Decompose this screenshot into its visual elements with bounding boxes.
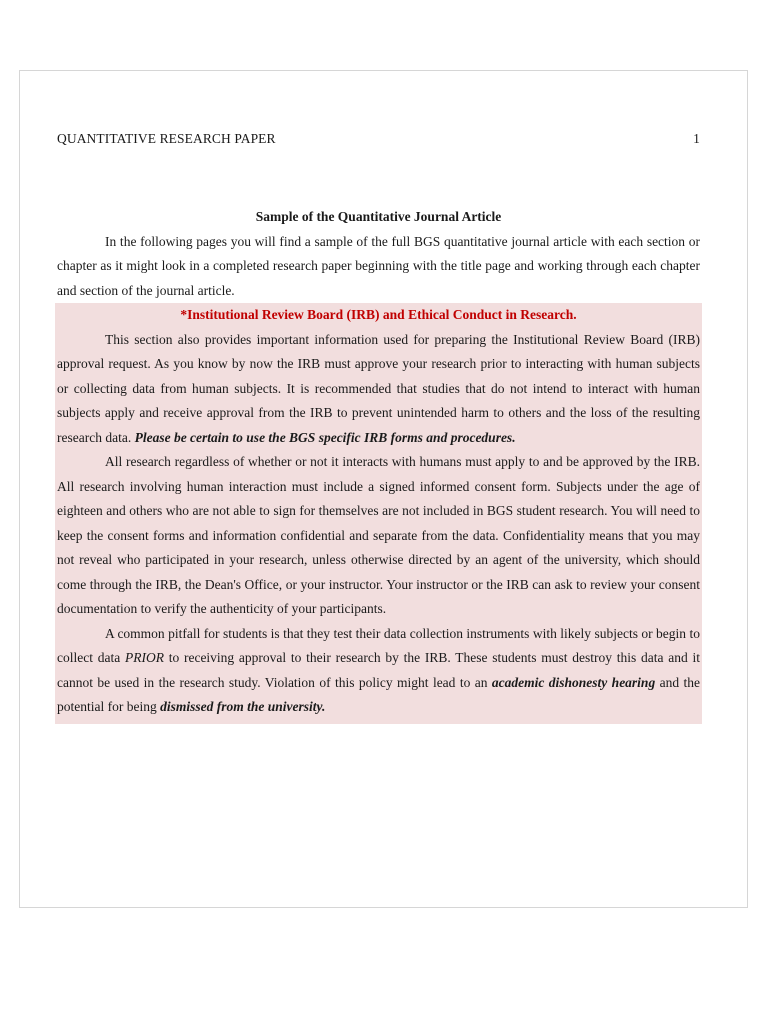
irb-paragraph-2: All research regardless of whether or not it interacts with humans must apply to and be approved by the IRB. All research involving human interaction must include a signed informed consent form. Subjects under the age of eighteen and others who are not able to sign for themselves are not included in BGS student research. You will need to keep the consent forms and information confidential and separate from the data. Confidentiality means that you may not reveal who participated in your research, unless otherwise directed by an agent of the university, which should come through the IRB, the Dean's Office, or your instructor. Your instructor or the IRB can ask to review your consent documentation to verify the authenticity of your participants. [57,454,700,616]
dismissed-emphasis: dismissed from the university. [160,699,326,714]
page-number: 1 [693,131,700,146]
irb-highlight-section [55,303,702,724]
irb-paragraph-3-part-1: A common pitfall for students is that they test their data collection instruments with likely subjects or begin to collect data [57,625,700,665]
prior-emphasis: PRIOR [124,650,164,665]
irb-forms-emphasis: Please be certain to use the BGS specific IRB forms and procedures. [134,429,516,445]
intro-paragraph: In the following pages you will find a sample of the full BGS quantitative journal article with each section or chapter as it might look in a completed research paper beginning with the title page and working through each chapter and section of the journal article. [57,233,700,298]
irb-paragraph-3 [57,622,700,720]
document-title: Sample of the Quantitative Journal Article [255,209,502,224]
irb-paragraph-3-part-3: and the potential for being [57,674,700,714]
irb-heading: *Institutional Review Board (IRB) and Ethical Conduct in Research. [180,307,577,322]
document-page [19,70,748,908]
irb-paragraph-1 [57,328,700,451]
irb-paragraph-3-part-2: to receiving approval to their research by the IRB. These students must destroy this data and it cannot be used in the research study. Violation of this policy might lead to an [57,650,700,690]
document-body [57,205,700,724]
running-head-title: QUANTITATIVE RESEARCH PAPER [57,131,276,146]
irb-paragraph-1-text: This section also provides important information used for preparing the Institutional Review Board (IRB) approval request. As you know by now the IRB must approve your research prior to interacting with human subjects or collecting data from human subjects. It is recommended that studies that do not intend to interact with human subjects apply and receive approval from the IRB to prevent unintended harm to others and the loss of the resulting research data. [57,331,700,445]
academic-dishonesty-emphasis: academic dishonesty hearing [491,674,656,690]
running-head [57,131,700,147]
